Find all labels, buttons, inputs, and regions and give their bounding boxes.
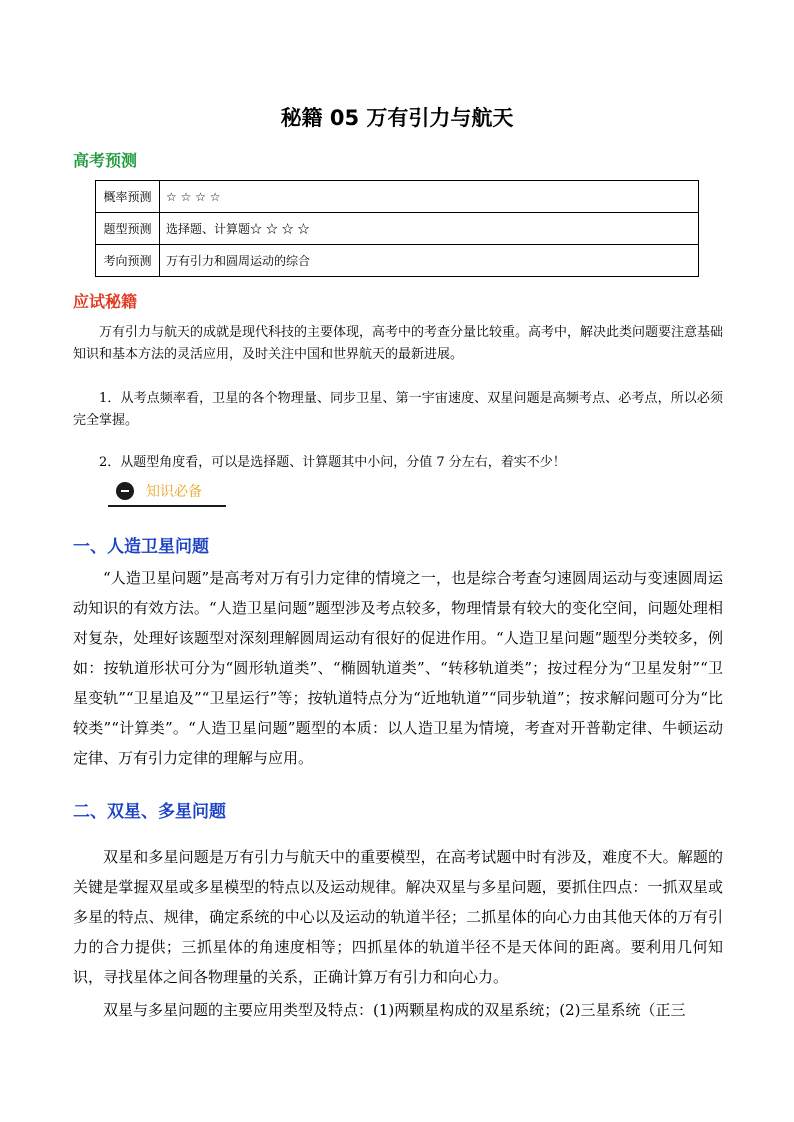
table-key-cell: 题型预测: [96, 213, 160, 245]
page-title: 秘籍 05 万有引力与航天: [280, 106, 514, 130]
table-row: [96, 213, 699, 245]
table-row: [96, 245, 699, 277]
forecast-heading: 高考预测: [73, 151, 138, 170]
knowledge-label: 知识必备: [146, 484, 202, 500]
tips-point-2: 2．从题型角度看，可以是选择题、计算题其中小问，分值 7 分左右，着实不少！: [99, 455, 566, 470]
section1-heading: 一、人造卫星问题: [73, 537, 209, 557]
section2-heading: 二、双星、多星问题: [73, 802, 226, 822]
tips-intro: 万有引力与航天的成就是现代科技的主要体现，高考中的考查分量比较重。高考中，解决此类问题要注意基础知识和基本方法的灵活应用，及时关注中国和世界航天的最新进展。: [73, 325, 724, 362]
divider: [108, 505, 226, 507]
forecast-table: [95, 180, 699, 277]
table-value-cell: 选择题、计算题☆ ☆ ☆ ☆: [160, 213, 699, 245]
table-key-cell: 概率预测: [96, 181, 160, 213]
tips-heading: 应试秘籍: [73, 292, 138, 311]
table-value-cell: ☆ ☆ ☆ ☆: [160, 181, 699, 213]
section2-text-2: 双星与多星问题的主要应用类型及特点：(1)两颗星构成的双星系统；(2)三星系统（正三: [103, 1001, 686, 1019]
minus-circle-icon: [116, 482, 134, 500]
table-row: [96, 181, 699, 213]
tips-point-1: 1．从考点频率看，卫星的各个物理量、同步卫星、第一宇宙速度、双星问题是高频考点、必考点，所以必须完全掌握。: [73, 391, 723, 428]
section1-text: “人造卫星问题”是高考对万有引力定律的情境之一，也是综合考查匀速圆周运动与变速圆周运动知识的有效方法。“人造卫星问题”题型涉及考点较多，物理情景有较大的变化空间，问题处理相对复杂，处理好该题型对深刻理解圆周运动有很好的促进作用。“人造卫星问题”题型分类较多，例如：按轨道形状可分为“圆形轨道类”、“椭圆轨道类”、“转移轨道类”；按过程分为“卫星发射”“卫星变轨”“卫星追及”“卫星运行”等；按轨道特点分为“近地轨道”“同步轨道”；按求解问题可分为“比较类”“计算类”。“人造卫星问题”题型的本质：以人造卫星为情境，考查对开普勒定律、牛顿运动定律、万有引力定律的理解与应用。: [73, 569, 723, 767]
section2-text-1: 双星和多星问题是万有引力与航天中的重要模型，在高考试题中时有涉及，难度不大。解题的关键是掌握双星或多星模型的特点以及运动规律。解决双星与多星问题，要抓住四点：一抓双星或多星的特点、规律，确定系统的中心以及运动的轨道半径；二抓星体的向心力由其他天体的万有引力的合力提供；三抓星体的角速度相等；四抓星体的轨道半径不是天体间的距离。要利用几何知识，寻找星体之间各物理量的关系，正确计算万有引力和向心力。: [73, 848, 723, 986]
table-value-cell: 万有引力和圆周运动的综合: [160, 245, 699, 277]
table-key-cell: 考向预测: [96, 245, 160, 277]
knowledge-banner: [108, 478, 226, 508]
